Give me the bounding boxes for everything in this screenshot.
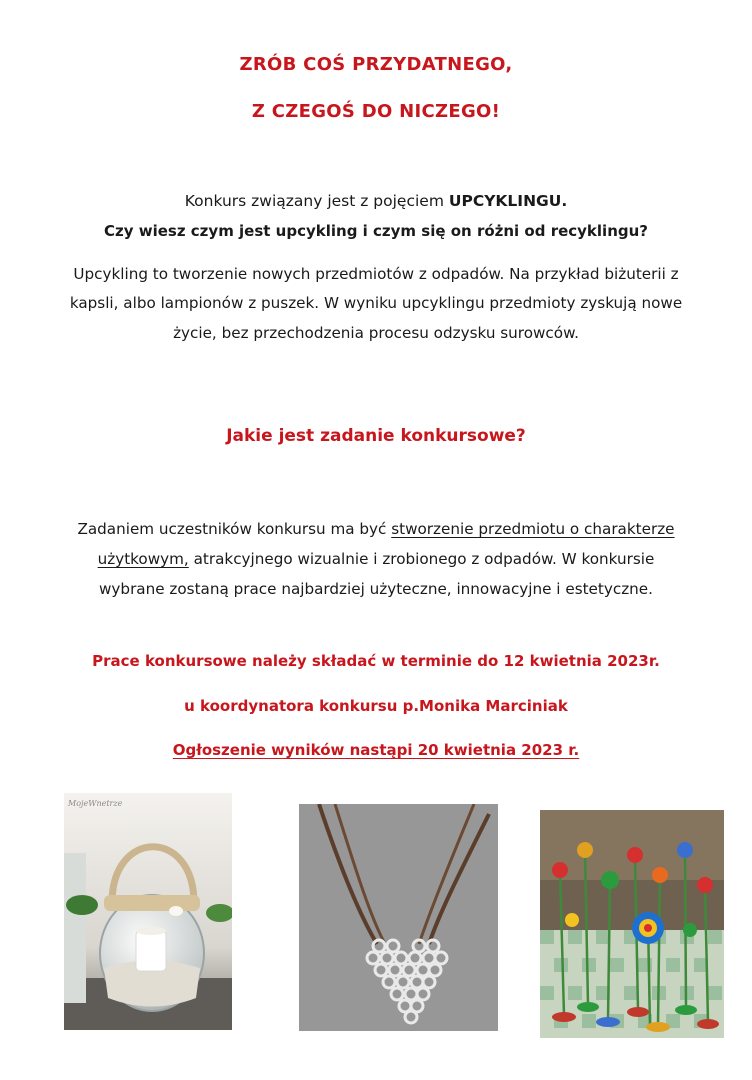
intro-prefix: Konkurs związany jest z pojęciem [184, 192, 449, 210]
photo-watermark: MojeWnetrze [68, 799, 123, 808]
definition-line-3: życie, bez przechodzenia procesu odzysku surowców. [173, 324, 579, 342]
task-line-2-rest: atrakcyjnego wizualnie i zrobionego z odpadów. W konkursie [188, 550, 655, 568]
title-line-1: ZRÓB COŚ PRZYDATNEGO, [239, 54, 513, 75]
task-emphasis-1: stworzenie przedmiotu o charakterze [391, 520, 675, 538]
deadline-text: Prace konkursowe należy składać w terminie do 12 kwietnia 2023r. [92, 652, 660, 670]
intro-suffix: . [561, 192, 568, 210]
definition-line-2: kapsli, albo lampionów z puszek. W wyniku upcyklingu przedmioty zyskują nowe [69, 294, 683, 312]
intro-question: Czy wiesz czym jest upcykling i czym się on różni od recyklingu? [104, 222, 648, 240]
coordinator-text: u koordynatora konkursu p.Monika Marciniak [184, 697, 568, 715]
bottle-cap-flowers-photo [540, 810, 724, 1038]
definition-line-1: Upcykling to tworzenie nowych przedmiotów z odpadów. Na przykład biżuterii z [73, 265, 679, 283]
task-line-3: wybrane zostaną prace najbardziej użyteczne, innowacyjne i estetyczne. [99, 580, 653, 598]
task-prefix: Zadaniem uczestników konkursu ma być [77, 520, 392, 538]
task-heading: Jakie jest zadanie konkursowe? [226, 426, 526, 446]
task-line-2 [0, 550, 752, 568]
task-line-1 [0, 520, 752, 538]
task-emphasis-2: użytkowym, [97, 550, 189, 568]
title-line-2: Z CZEGOŚ DO NICZEGO! [251, 101, 501, 122]
results-text: Ogłoszenie wyników nastąpi 20 kwietnia 2023 r. [172, 741, 580, 759]
jar-lantern-photo [64, 793, 232, 1030]
necklace-photo [299, 804, 498, 1031]
upcycling-term: UPCYKLINGU [448, 192, 562, 210]
intro-line [0, 192, 752, 210]
